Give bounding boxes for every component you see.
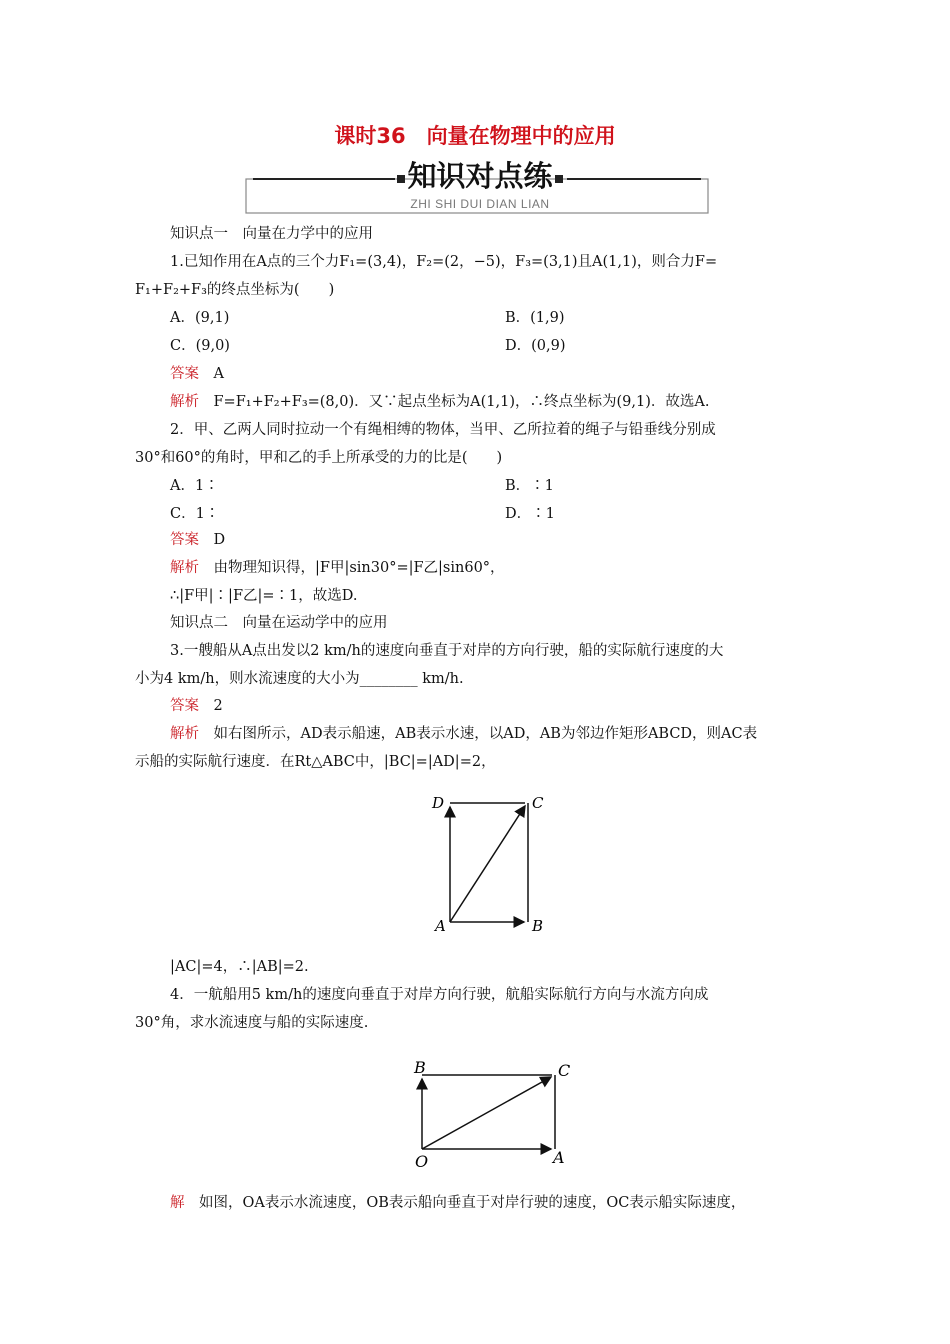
vector-ac <box>450 806 525 922</box>
label-a: A <box>435 917 446 935</box>
vector-oc <box>422 1077 551 1149</box>
q1-answer <box>170 364 224 384</box>
q1-option-b: B．(1,9) <box>505 310 565 326</box>
q3-stem-line1: 3.一艘船从A点出发以2 km/h的速度向垂直于对岸的方向行驶，船的实际航行速度的大 <box>170 643 724 659</box>
analysis-label: 解析 <box>170 394 199 410</box>
q3-stem-line2: 小为4 km/h，则水流速度的大小为________ km/h. <box>135 671 464 687</box>
answer-label: 答案 <box>170 366 199 382</box>
q1-stem-line1: 1.已知作用在A点的三个力F₁=(3,4)，F₂=(2，−5)，F₃=(3,1)且A(1,1)，则合力F= <box>170 254 718 270</box>
section-banner <box>245 155 710 217</box>
q1-option-c: C．(9,0) <box>170 338 230 354</box>
analysis-text: 由物理知识得，|F甲|sin30°=|F乙|sin60°， <box>213 560 505 576</box>
q3-analysis-line1 <box>170 724 757 744</box>
q2-option-c: C．1∶ <box>170 506 220 522</box>
analysis-label: 解析 <box>170 560 199 576</box>
q3-analysis-line2: 示船的实际航行速度．在Rt△ABC中，|BC|=|AD|=2， <box>135 754 496 770</box>
q4-stem-line1: 4．一航船用5 km/h的速度向垂直于对岸方向行驶，航船实际航行方向与水流方向成 <box>170 987 709 1003</box>
section-heading-2: 知识点二 向量在运动学中的应用 <box>170 615 388 631</box>
answer-value: 2 <box>213 698 223 714</box>
solution-label: 解 <box>170 1195 185 1211</box>
q2-stem-line2: 30°和60°的角时，甲和乙的手上所承受的力的比是( ) <box>135 450 503 466</box>
solution-text: 如图，OA表示水流速度，OB表示船向垂直于对岸行驶的速度，OC表示船实际速度， <box>199 1195 746 1211</box>
rectangle-abcd-figure <box>420 785 560 945</box>
answer-value: A <box>213 366 224 382</box>
q2-option-a: A．1∶ <box>170 478 219 494</box>
banner-heading: 知识对点练 <box>407 159 553 193</box>
label-o: O <box>415 1152 429 1171</box>
answer-label: 答案 <box>170 532 199 548</box>
q2-stem-line1: 2．甲、乙两人同时拉动一个有绳相缚的物体，当甲、乙所拉着的绳子与铅垂线分别成 <box>170 422 716 438</box>
q3-after-figure: |AC|=4，∴|AB|=2. <box>170 959 309 975</box>
answer-value: D <box>213 532 226 548</box>
banner-pinyin: ZHI SHI DUI DIAN LIAN <box>410 197 550 211</box>
q2-option-d: D．∶1 <box>505 506 555 522</box>
q2-analysis-line1 <box>170 558 505 578</box>
analysis-text: 如右图所示，AD表示船速，AB表示水速，以AD，AB为邻边作矩形ABCD，则AC表 <box>213 726 758 742</box>
label-b: B <box>532 917 544 935</box>
q4-stem-line2: 30°角，求水流速度与船的实际速度. <box>135 1015 369 1031</box>
analysis-label: 解析 <box>170 726 199 742</box>
q4-solution <box>170 1193 745 1213</box>
q2-analysis-line2: ∴|F甲|∶|F乙|=∶1，故选D. <box>170 588 358 604</box>
section-heading-1: 知识点一 向量在力学中的应用 <box>170 226 373 242</box>
analysis-text: F=F₁+F₂+F₃=(8,0)．又∵起点坐标为A(1,1)，∴终点坐标为(9,1)．故选A. <box>213 394 710 410</box>
q2-option-b: B．∶1 <box>505 478 554 494</box>
label-c: C <box>532 794 544 812</box>
answer-label: 答案 <box>170 698 199 714</box>
q1-option-a: A．(9,1) <box>170 310 230 326</box>
label-a: A <box>553 1148 565 1167</box>
label-c: C <box>558 1061 571 1080</box>
rectangle-obca-figure <box>400 1045 590 1175</box>
q2-answer <box>170 530 225 550</box>
label-b: B <box>414 1058 426 1077</box>
q1-stem-line2: F₁+F₂+F₃的终点坐标为( ) <box>135 282 335 298</box>
label-d: D <box>432 794 445 812</box>
q1-analysis <box>170 392 709 412</box>
q3-answer <box>170 696 223 716</box>
q1-option-d: D．(0,9) <box>505 338 566 354</box>
page-title: 课时36 向量在物理中的应用 <box>334 124 616 148</box>
